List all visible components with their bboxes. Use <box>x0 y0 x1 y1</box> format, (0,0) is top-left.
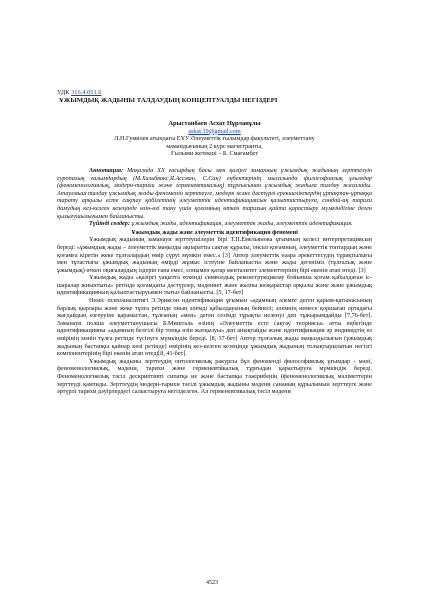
udc-line <box>57 89 372 97</box>
abstract-label: Аннотация: <box>89 166 124 174</box>
keywords-text: ұжымдық жады, идентификация, әлеуметтік жады, әлеуметтік идентификация. <box>131 220 353 228</box>
udc-prefix: УДК <box>57 89 70 96</box>
author-affiliation-1: Л.Н.Гумилев атындағы ЕҰУ Әлеуметтік ғылымдар факультеті, әлеуметтану <box>114 135 315 143</box>
keywords-label: Түйінді сөздер: <box>89 220 130 228</box>
abstract-text: Мақалада XX ғасырдың басы мен қазіргі заманның ұжымдық жадының зерттелуін еуропалық ғалымдардың (М.Хальбвакс,Я.Ассман, С.Сан) еңбектерінің мысалында философиялық ұғымдар (феноменологиялық, модерн-тарихи және герменевтикалық) тұрғысынан ұжымдық жадыға талдау жасалады. Атаулмыш талдау ұжымдық жады феноменін зерттеуге, модерн және дәстүрлі ерекшеліктердің ұрпақтан-ұрпаққа тарату арқылы есте сақтау қабілетінің әлеуметтік идентификациясын қалыптастыруға, сондай-ақ тарихи дамудың кез-келген кезеңінде өзін-өзі тану үшін қоғамның өткен тарихын қайта қарастыру мүмкіндігіне деген қызығушылығымен байланысты. <box>57 166 372 220</box>
author-name: Арыстанбаев Асхат Нұрланұлы <box>168 120 261 127</box>
udc-code-link[interactable]: 316.4.051.6 <box>71 89 102 96</box>
body-paragraph-3: Неміс психоаналитигі Э.Эриксон идентификация ұғымын «адамның әлемге деген қарым-қатынасының барлық қырлары және жеке тұлға ретінде оның әлемді қабылдауының бейнесі; әлемнің немесе қоршаған ортадағы жағдайдың өзгеруіне қарамастан, тұлғаның «мен» деген сезімді тұрақты иеленуі деп тұжырымдайды [7,76-бет]. Заманауи полша әлеуметтанушысы Б.Мишталь өзінің «Әлеуметтік есте сақтау теориясы» атты еңбегінде идентификацияны «адамның белгілі бір топқа өзін жатқызуы» деп анықтайды және идентификация әр индивидтің өз өмірінің мәнін тұлға ретінде түсінуге мүмкіндік береді. [8, 37-бет] Автор тұлғалық жады маңыздылығын (ұжымдық жадының бастапқы қайнар көзі ретінде) өмірінің кез-келген кезеңінде ұжымдық жадының толықтырылатын негізгі компонентерінің бірі екенін атап өтеді[8, 41-бет]. <box>57 297 372 358</box>
author-supervisor: Ғылыми жетекші – Б. Смағамбет <box>171 150 258 158</box>
body-paragraph-1: Ұжымдық жадының заманауи зерттеушілерін бірі Т.П.Емельянова ұғымның келесі интерпретациясын береді: «ұжымдық жады – әлеуметтік маңызды ақпаратты сақтау құралы, онсыз қоғамның, әлеуметтік топтардың және қоғамға кіретін жеке тұлғалардың өмір сүруі мүмкін емес.» [3] Автор әлеуметтік өзара әрекеттесудің тұрақтылығы мен тұтастығы ұжымдық жадының өмірді жұмыс істеуіне байланысты және жады дегеніміз (тұлғалық және ұжымдық) өткен оқиғалардың іздерін ғана емес, сонымен қатар менталитет элементтерінің бірі екенін атап өтеді. [3] <box>57 236 372 274</box>
abstract <box>57 167 372 220</box>
author-affiliation-2: мамандығының 2 курс магистранты, <box>166 142 263 150</box>
article-title: ҰЖЫМДЫҚ ЖАДЫНЫ ТАЛДАУДЫҢ КОНЦЕПТУАЛДЫ НЕГІЗДЕРІ <box>59 97 278 104</box>
author-email-link[interactable]: askat.19@gmail.com <box>188 127 241 135</box>
body-paragraph-4: Ұжымдық жадыны зерттеудің онтологиялық ракурсы бұл феноменді философиялық ұғымдар - мәні, феноменологиялық, мәдени, тарихи және герменевтикалық тұрғыдан қарастыруға мүмкіндік береді. Феноменологиялық тәсіл дескриптивті сипатқа ие және бастапқы тәжірибенің (феноменологиялық мәліметтерін зерттеуді қамтиды. Зерттеудің модерн-тарихи тәсілі ұжымдық жадыны мәдени сананың құрылымын зерттеуге және әртүрлі тарихи дәуірлердегі салыстыруға негізделген. Ал герменевтикалық тәсіл мәдени <box>57 357 372 396</box>
section-heading: Ұжымдық жады және әлеуметтік идентификация феномені <box>131 228 298 236</box>
keywords <box>57 220 372 228</box>
body-paragraph-2: Ұжымдық жады «қазіргі уақытта өткенді символдық реконструкциялау бойынша қоғам қабылдаған іс-шаралар жиынтығы» ретінде қоғамдағы дәстүрлер, мәдениет және жалпы көзқарастар арқылы және және ұжымдық идентификацияның қалыптастыруымен тығыз байланысты. [5, 17-бет] <box>57 274 372 297</box>
page-number: 4523 <box>206 580 218 586</box>
